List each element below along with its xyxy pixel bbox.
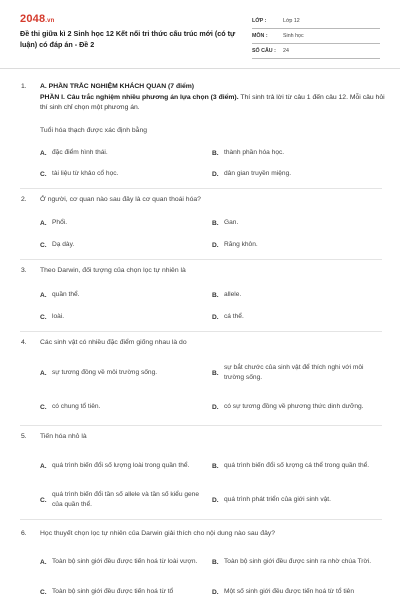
question-number: 3. — [21, 267, 27, 274]
question-number: 4. — [21, 339, 27, 346]
header-divider — [0, 68, 400, 69]
option-text: sự tương đồng về môi trường sống. — [52, 369, 158, 377]
option-text: Dạ dày. — [52, 241, 75, 249]
option-letter: C. — [40, 496, 47, 504]
count-value: 24 — [283, 48, 289, 54]
option-d[interactable] — [212, 397, 382, 417]
option-text: loài. — [52, 313, 65, 321]
meta-row-count — [252, 44, 380, 59]
option-c[interactable] — [40, 312, 190, 322]
option-a[interactable] — [40, 456, 210, 476]
option-d[interactable] — [212, 169, 382, 179]
option-text: quá trình biến đổi tần số allele và tần số kiểu gene của quần thể. — [52, 491, 199, 508]
option-letter: D. — [212, 313, 219, 321]
site-logo[interactable] — [20, 13, 55, 25]
option-c[interactable] — [40, 586, 210, 598]
option-letter: B. — [212, 558, 219, 566]
option-letter: C. — [40, 170, 47, 178]
part-subtitle: PHẦN I. Câu trắc nghiệm nhiều phương án lựa chọn (3 điểm). — [40, 93, 239, 101]
question-part-header — [40, 82, 385, 114]
question-number: 1. — [21, 83, 27, 90]
question-stem: Các sinh vật có nhiều đặc điểm giống nhau là do — [40, 339, 187, 346]
option-text: Toàn bộ sinh giới đều được tiến hoá từ tổ — [52, 588, 174, 596]
option-c[interactable] — [40, 490, 210, 510]
subject-value: Sinh học — [283, 33, 304, 39]
option-text: cá thể. — [224, 313, 244, 321]
option-letter: D. — [212, 496, 219, 504]
option-text: Toàn bộ sinh giới đều được tiến hoá từ loài vượn. — [52, 558, 198, 566]
option-text: tài liệu từ khảo cổ học. — [52, 170, 119, 178]
question-number: 5. — [21, 433, 27, 440]
option-d[interactable] — [212, 586, 382, 598]
question-stem: Tiến hóa nhỏ là — [40, 433, 87, 440]
option-a[interactable] — [40, 290, 190, 300]
option-letter: C. — [40, 313, 47, 321]
option-letter: A. — [40, 558, 47, 566]
option-text: quá trình biến đổi số lượng loài trong quần thể. — [52, 462, 190, 470]
option-letter: A. — [40, 462, 47, 470]
option-text: dân gian truyền miệng. — [224, 170, 292, 178]
option-b[interactable] — [212, 363, 382, 383]
option-d[interactable] — [212, 240, 382, 250]
option-b[interactable] — [212, 456, 382, 476]
question-stem: Học thuyết chọn lọc tự nhiên của Darwin giải thích cho nội dung nào sau đây? — [40, 530, 276, 537]
option-text: Một số sinh giới đều được tiến hoá từ tổ tiên — [224, 588, 355, 596]
option-letter: C. — [40, 588, 47, 596]
class-value: Lớp 12 — [283, 18, 300, 24]
subject-label: MÔN : — [252, 33, 268, 39]
option-c[interactable] — [40, 240, 190, 250]
option-letter: A. — [40, 219, 47, 227]
option-letter: C. — [40, 241, 47, 249]
question-divider — [20, 425, 382, 426]
option-letter: A. — [40, 369, 47, 377]
option-b[interactable] — [212, 552, 382, 572]
option-c[interactable] — [40, 397, 200, 417]
option-text: quá trình biến đổi số lượng cá thể trong quần thể. — [224, 462, 370, 470]
option-a[interactable] — [40, 552, 210, 572]
option-c[interactable] — [40, 169, 190, 179]
part-title: A. PHẦN TRẮC NGHIỆM KHÁCH QUAN (7 điểm) — [40, 83, 195, 90]
option-text: đặc điểm hình thái. — [52, 149, 108, 157]
option-letter: D. — [212, 588, 219, 596]
document-header — [0, 0, 400, 68]
option-text: Răng khôn. — [224, 241, 258, 249]
question-number: 6. — [21, 530, 27, 537]
option-a[interactable] — [40, 218, 190, 228]
question-stem: Ở người, cơ quan nào sau đây là cơ quan thoái hóa? — [40, 196, 201, 203]
part-instructions: Thí sinh trả lời từ câu 1 đến câu 12. Mỗi câu hỏi thí sinh chỉ chọn một phương án. — [40, 93, 385, 111]
question-divider — [20, 259, 382, 260]
document-title: Đề thi giữa kì 2 Sinh học 12 Kết nối tri thức cấu trúc mới (có tự luận) có đáp án - Đề 2 — [20, 29, 236, 49]
option-letter: D. — [212, 241, 219, 249]
count-label: SỐ CÂU : — [252, 48, 276, 54]
question-stem: Theo Darwin, đối tượng của chọn lọc tự nhiên là — [40, 267, 186, 274]
option-text: quần thể. — [52, 291, 80, 299]
option-letter: B. — [212, 291, 219, 299]
option-text: quá trình phát triển của giới sinh vật. — [224, 496, 331, 504]
option-b[interactable] — [212, 218, 382, 228]
question-divider — [20, 331, 382, 332]
option-b[interactable] — [212, 148, 382, 158]
option-a[interactable] — [40, 148, 190, 158]
option-letter: A. — [40, 291, 47, 299]
option-d[interactable] — [212, 490, 382, 510]
option-text: sự bắt chước của sinh vật để thích nghi với môi trường sống. — [224, 364, 364, 381]
option-text: allele. — [224, 291, 242, 299]
option-letter: D. — [212, 170, 219, 178]
option-text: Gan. — [224, 219, 239, 227]
option-letter: B. — [212, 219, 219, 227]
option-letter: B. — [212, 369, 219, 377]
option-text: có chung tổ tiên. — [52, 403, 101, 411]
meta-row-class — [252, 14, 380, 29]
question-stem: Tuổi hóa thạch được xác định bằng — [40, 127, 148, 134]
option-letter: C. — [40, 403, 47, 411]
option-letter: B. — [212, 462, 219, 470]
option-b[interactable] — [212, 290, 382, 300]
option-text: thành phần hóa học. — [224, 149, 285, 157]
option-text: có sự tương đồng về phương thức dinh dưỡng. — [224, 403, 364, 411]
option-letter: B. — [212, 149, 219, 157]
meta-row-subject — [252, 29, 380, 44]
class-label: LỚP : — [252, 18, 267, 24]
question-divider — [20, 519, 382, 520]
question-number: 2. — [21, 196, 27, 203]
logo-suffix: .vn — [45, 18, 55, 24]
question-divider — [20, 188, 382, 189]
option-text: Toàn bộ sinh giới đều được sinh ra nhờ chúa Trời. — [224, 558, 372, 566]
logo-main: 2048 — [20, 13, 46, 25]
option-text: Phổi. — [52, 219, 68, 227]
document-meta — [252, 14, 380, 59]
option-letter: D. — [212, 403, 219, 411]
option-letter: A. — [40, 149, 47, 157]
option-d[interactable] — [212, 312, 382, 322]
option-a[interactable] — [40, 363, 200, 383]
